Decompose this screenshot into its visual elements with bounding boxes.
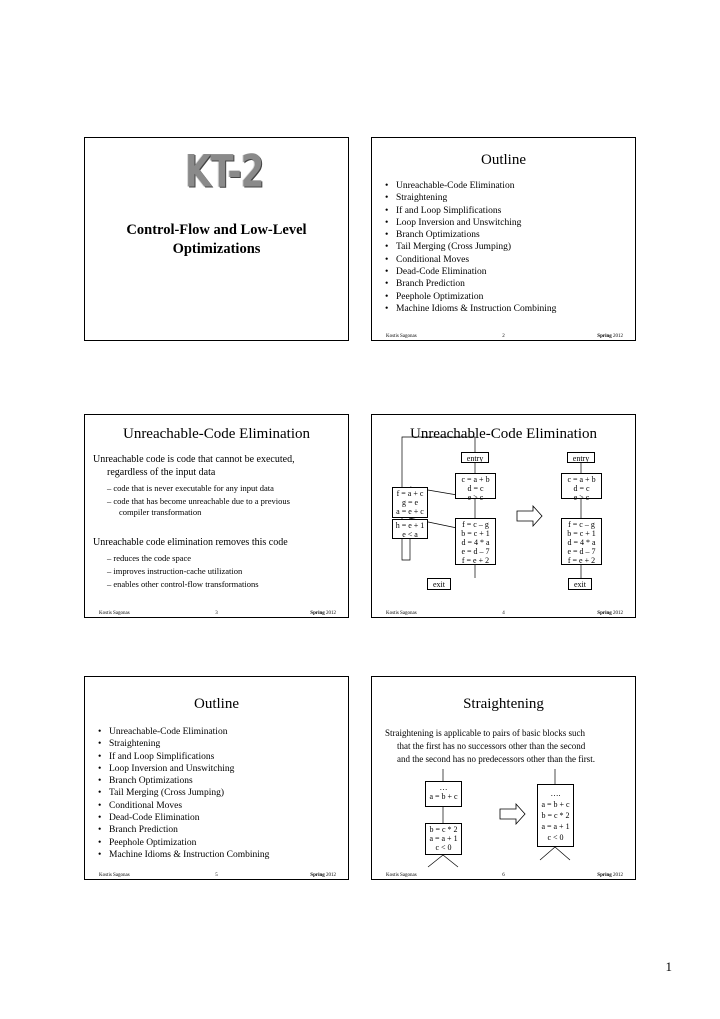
- footer-page: 2: [502, 334, 505, 339]
- block-after: …. a = b + c b = c * 2 a = a + 1 c < 0: [537, 784, 574, 847]
- paragraph-text: and the second has no predecessors other than the first.: [397, 754, 595, 764]
- slide-1-title-line2: Optimizations: [172, 241, 261, 257]
- block-b1: c = a + b d = c e > c: [455, 473, 496, 499]
- sub-bullet: – reduces the code space: [107, 553, 192, 563]
- paragraph-text: regardless of the input data: [107, 467, 216, 478]
- slide-5-title: Outline: [194, 696, 239, 712]
- outline-item: • Machine Idioms & Instruction Combining: [98, 849, 269, 861]
- block-before-1: … a = b + c: [425, 781, 462, 807]
- footer-semester: Spring 2012: [310, 611, 336, 616]
- footer-page: 3: [215, 611, 218, 616]
- footer-semester: Spring 2012: [310, 873, 336, 878]
- outline-item: • Tail Merging (Cross Jumping): [98, 787, 269, 799]
- paragraph-text: Straightening is applicable to pairs of basic blocks such: [385, 728, 585, 738]
- block-b3: f = c – g b = c + 1 d = 4 * a e = d – 7 f = e + 2: [455, 518, 496, 565]
- slide-5: [84, 676, 349, 880]
- outline-item: • Loop Inversion and Unswitching: [385, 217, 556, 229]
- entry-node: entry: [461, 452, 489, 463]
- slide-1: [84, 137, 349, 341]
- outline-item: • Branch Optimizations: [385, 229, 556, 241]
- slide-6-title: Straightening: [463, 696, 544, 712]
- exit-node: exit: [427, 578, 451, 590]
- footer-page: 6: [502, 873, 505, 878]
- outline-item: • Branch Prediction: [385, 278, 556, 290]
- footer-page: 4: [502, 611, 505, 616]
- outline-item: • Peephole Optimization: [385, 291, 556, 303]
- footer-page: 5: [215, 873, 218, 878]
- outline-list: [98, 726, 269, 861]
- footer-author: Kostis Sagonas: [99, 873, 130, 878]
- slide-2: [371, 137, 636, 341]
- sub-bullet: – improves instruction-cache utilization: [107, 566, 243, 576]
- outline-list: [385, 180, 556, 315]
- outline-item: • Loop Inversion and Unswitching: [98, 763, 269, 775]
- slide-3: [84, 414, 349, 618]
- paragraph-text: that the first has no successors other than the second: [397, 741, 586, 751]
- paragraph-text: Unreachable code is code that cannot be executed,: [93, 454, 295, 465]
- outline-item: • Peephole Optimization: [98, 837, 269, 849]
- outline-item: • Branch Prediction: [98, 824, 269, 836]
- outline-item: • Conditional Moves: [385, 254, 556, 266]
- kt2-logo: KT-2: [185, 146, 264, 198]
- sub-bullet: – code that is never executable for any input data: [107, 483, 274, 493]
- outline-item: • Unreachable-Code Elimination: [98, 726, 269, 738]
- exit-node: exit: [568, 578, 592, 590]
- entry-node: entry: [567, 452, 595, 463]
- outline-item: • Straightening: [385, 192, 556, 204]
- straightening-edges: [372, 677, 637, 881]
- footer-author: Kostis Sagonas: [386, 873, 417, 878]
- block-b2: f = a + c g = e a = e + c: [392, 487, 428, 518]
- slide-6: [371, 676, 636, 880]
- block-b3: f = c – g b = c + 1 d = 4 * a e = d – 7 f = e + 2: [561, 518, 602, 565]
- page-number: 1: [665, 959, 672, 974]
- outline-item: • Machine Idioms & Instruction Combining: [385, 303, 556, 315]
- slide-2-title: Outline: [481, 152, 526, 168]
- sub-bullet: – enables other control-flow transformations: [107, 579, 259, 589]
- footer-semester: Spring 2012: [597, 334, 623, 339]
- footer-author: Kostis Sagonas: [386, 334, 417, 339]
- outline-item: • Straightening: [98, 738, 269, 750]
- outline-item: • Tail Merging (Cross Jumping): [385, 241, 556, 253]
- outline-item: • Branch Optimizations: [98, 775, 269, 787]
- footer-semester: Spring 2012: [597, 873, 623, 878]
- outline-item: • If and Loop Simplifications: [385, 205, 556, 217]
- block-b1: c = a + b d = c e > c: [561, 473, 602, 499]
- outline-item: • Unreachable-Code Elimination: [385, 180, 556, 192]
- sub-bullet-cont: compiler transformation: [119, 507, 202, 517]
- paragraph-text: Unreachable code elimination removes this code: [93, 537, 288, 548]
- outline-item: • Conditional Moves: [98, 800, 269, 812]
- outline-item: • Dead-Code Elimination: [98, 812, 269, 824]
- block-before-2: b = c * 2 a = a + 1 c < 0: [425, 823, 462, 855]
- outline-item: • Dead-Code Elimination: [385, 266, 556, 278]
- slide-3-title: Unreachable-Code Elimination: [122, 426, 311, 442]
- footer-semester: Spring 2012: [597, 611, 623, 616]
- slide-4-title: Unreachable-Code Elimination: [409, 426, 598, 442]
- slide-1-title-line1: Control-Flow and Low-Level: [126, 222, 307, 238]
- footer-author: Kostis Sagonas: [386, 611, 417, 616]
- block-b4: h = e + 1 e < a: [392, 519, 428, 539]
- sub-bullet: – code that has become unreachable due to a previous: [107, 496, 290, 506]
- footer-author: Kostis Sagonas: [99, 611, 130, 616]
- slide-4: [371, 414, 636, 618]
- outline-item: • If and Loop Simplifications: [98, 751, 269, 763]
